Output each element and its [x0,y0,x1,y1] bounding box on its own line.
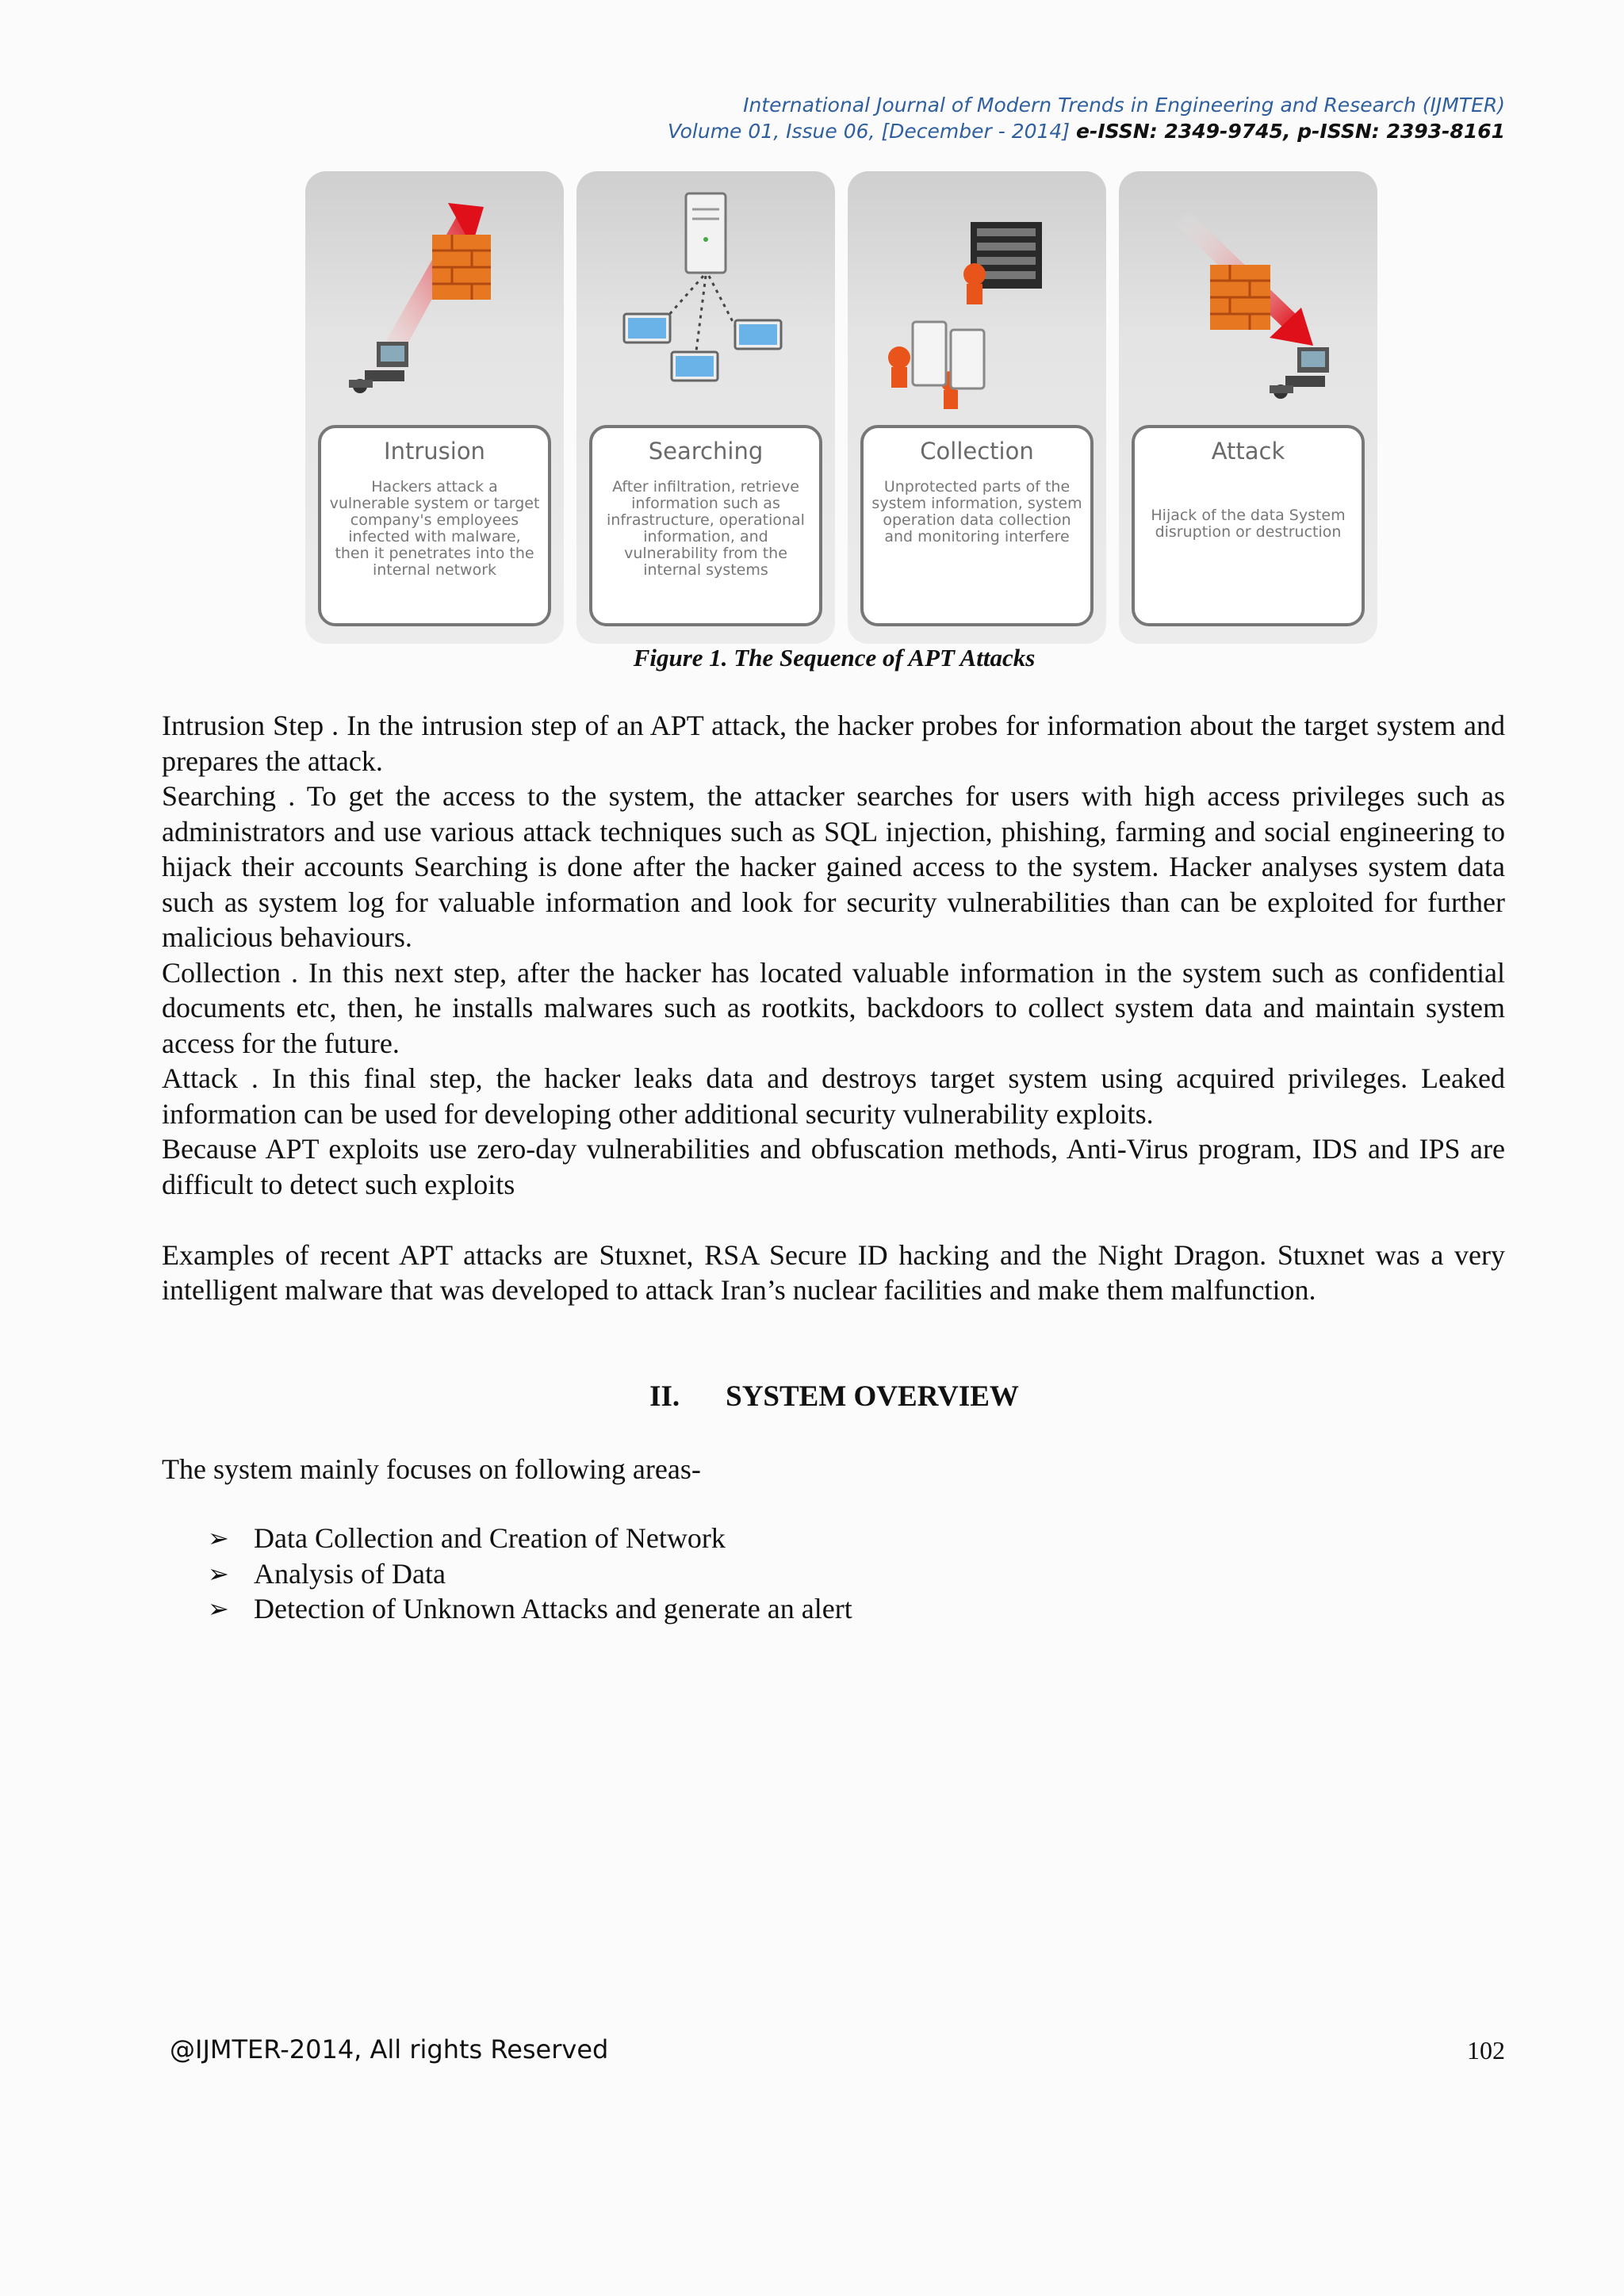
figure-card-desc: Unprotected parts of the system information, system operation data collection and monitoring interfere [871,478,1082,545]
figure-panel-attack [1119,171,1377,644]
figure-card-title: Attack [1211,438,1285,465]
list-item-text: Analysis of Data [254,1557,446,1590]
journal-title: International Journal of Modern Trends in Engineering and Research (IJMTER) [743,94,1505,117]
list-item [208,1591,852,1627]
arrow-bullet-icon: ➢ [208,1523,229,1553]
section-number: II. [649,1380,680,1413]
section-heading [0,1380,1624,1414]
paragraph-searching: Searching . To get the access to the system, the attacker searches for users with high access privileges such as administrators and use various attack techniques such as SQL injection, phishing, farming and social engineering to hijack their accounts Searching is done after the hacker gained access to the system. Hacker analyses system data such as system log for valuable information and look for security vulnerabilities than can be exploited for further malicious behaviours. [162,780,1505,953]
figure-caption: Figure 1. The Sequence of APT Attacks [633,644,1036,672]
body-text [162,708,1505,1308]
figure-panel-collection [848,171,1106,644]
apt-sequence-figure [305,171,1362,644]
paragraph-collection: Collection . In this next step, after the hacker has located valuable information in the system such as confidential documents etc, then, he installs malwares such as rootkits, backdoors to collect system data and maintain system access for the future. [162,956,1505,1059]
figure-panel-searching [576,171,835,644]
journal-volume-line [668,118,1505,144]
firewall-breach-icon [305,171,564,425]
journal-issn: e-ISSN: 2349-9745, p-ISSN: 2393-8161 [1076,120,1505,143]
focus-areas-list [208,1521,852,1627]
journal-header [668,92,1505,144]
paragraph-intrusion: Intrusion Step . In the intrusion step of an APT attack, the hacker probes for information about the target system and prepares the attack. [162,710,1505,777]
figure-card-desc: After infiltration, retrieve information such as infrastructure, operational information, and vulnerability from the internal systems [607,478,805,579]
figure-card-attack [1132,425,1365,626]
list-item [208,1521,852,1556]
figure-card-intrusion [318,425,551,626]
figure-card-desc: Hijack of the data System disruption or destruction [1151,507,1346,541]
paragraph-attack: Attack . In this final step, the hacker leaks data and destroys target system using acquired privileges. Leaked information can be used for developing other additional security vulnerability exploits. [162,1062,1505,1130]
paragraph-detection: Because APT exploits use zero-day vulnerabilities and obfuscation methods, Anti-Virus program, IDS and IPS are difficult to detect such exploits [162,1133,1505,1200]
figure-card-title: Collection [920,438,1034,465]
arrow-bullet-icon: ➢ [208,1594,229,1624]
figure-card-collection [860,425,1094,626]
figure-card-searching [589,425,822,626]
network-search-icon [576,171,835,425]
list-item-text: Detection of Unknown Attacks and generate an alert [254,1593,852,1624]
section-title: SYSTEM OVERVIEW [726,1380,1019,1413]
journal-volume: Volume 01, Issue 06, [December - 2014] [667,120,1071,143]
figure-card-title: Searching [648,438,764,465]
list-item-text: Data Collection and Creation of Network [254,1522,726,1554]
figure-panel-intrusion [305,171,564,644]
data-collection-icon [848,171,1106,425]
arrow-bullet-icon: ➢ [208,1558,229,1589]
firewall-attack-icon [1119,171,1377,425]
paragraph-examples: Examples of recent APT attacks are Stuxnet, RSA Secure ID hacking and the Night Dragon. Stuxnet was a very intelligent malware that was developed to attack Iran’s nuclear facilities and make them malfunction. [162,1238,1505,1306]
list-item [208,1556,852,1592]
page-number: 102 [1467,2036,1505,2064]
intro-text: The system mainly focuses on following areas- [162,1453,701,1485]
figure-card-title: Intrusion [384,438,485,465]
footer-copyright: @IJMTER-2014, All rights Reserved [170,2034,609,2064]
figure-card-desc: Hackers attack a vulnerable system or target company's employees infected with malware, then it penetrates into the internal network [329,478,540,579]
